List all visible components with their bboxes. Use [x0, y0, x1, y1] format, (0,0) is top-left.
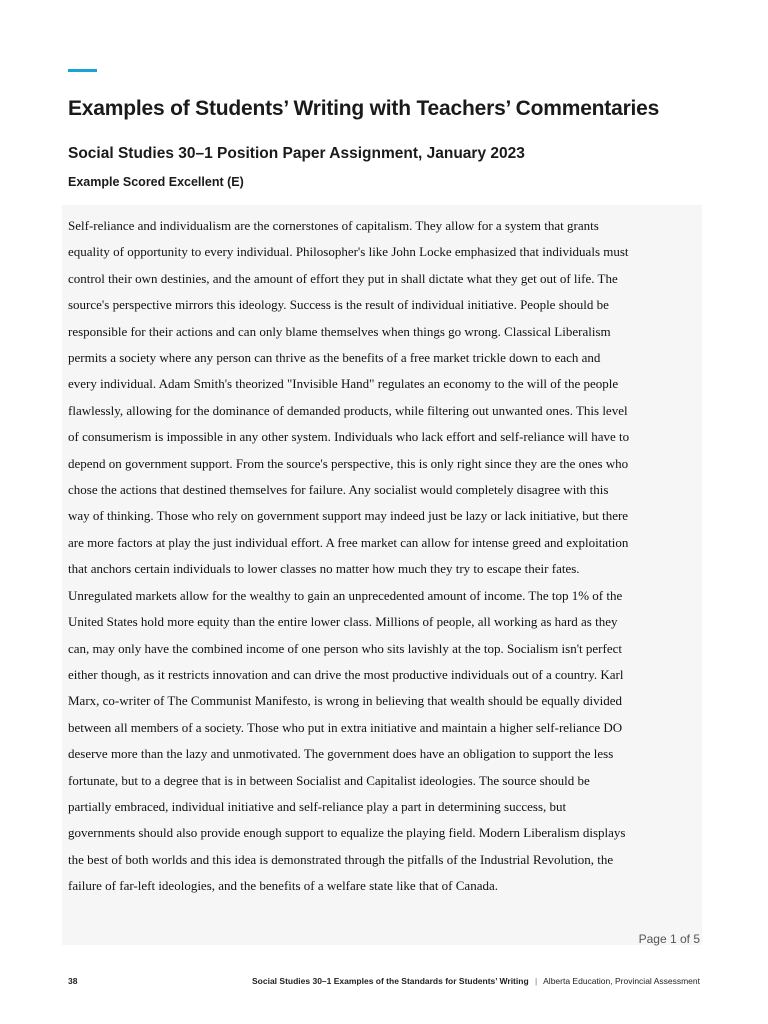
essay-line: the best of both worlds and this idea is demonstrated through the pitfalls of the Industrial Revolution, the: [68, 851, 614, 867]
essay-line: Marx, co-writer of The Communist Manifesto, is wrong in believing that wealth should be equally divided: [68, 693, 622, 709]
essay-line: of consumerism is impossible in any other system. Individuals who lack effort and self-reliance will have to: [68, 429, 630, 445]
essay-line: every individual. Adam Smith's theorized "Invisible Hand" regulates an economy to the will of the people: [68, 376, 619, 392]
essay-line: that anchors certain individuals to lower classes no matter how much they try to escape their fates.: [68, 561, 580, 577]
assignment-subtitle: Social Studies 30–1 Position Paper Assignment, January 2023: [68, 145, 525, 162]
essay-line: governments should also provide enough support to equalize the playing field. Modern Liberalism displays: [68, 825, 626, 841]
essay-line: can, may only have the combined income of one person who sits lavishly at the top. Socialism isn't perfect: [68, 640, 622, 656]
essay-line: Unregulated markets allow for the wealthy to gain an unprecedented amount of income. The top 1% of the: [68, 587, 623, 603]
essay-line: fortunate, but to a degree that is in between Socialist and Capitalist ideologies. The source should be: [68, 772, 590, 788]
essay-line: depend on government support. From the source's perspective, this is only right since they are the ones who: [68, 455, 629, 471]
footer-document-name: Social Studies 30–1 Examples of the Standards for Students’ Writing: [252, 976, 529, 986]
essay-line: permits a society where any person can thrive as the benefits of a free market trickle down to each and: [68, 350, 601, 366]
essay-line: partially embraced, individual initiative and self-reliance play a part in determining success, but: [68, 798, 567, 814]
essay-line: United States hold more equity than the entire lower class. Millions of people, all working as hard as they: [68, 614, 618, 630]
essay-line: flawlessly, allowing for the dominance of demanded products, while filtering out unwanted ones. This level: [68, 402, 628, 418]
score-label: Example Scored Excellent (E): [68, 175, 244, 189]
footer-page-number: 38: [68, 976, 78, 986]
essay-line: between all members of a society. Those who put in extra initiative and maintain a higher self-reliance DO: [68, 719, 623, 735]
essay-line: control their own destinies, and the amount of effort they put in shall dictate what they get out of life. The: [68, 270, 618, 286]
page-indicator: Page 1 of 5: [638, 932, 700, 946]
essay-line: failure of far-left ideologies, and the benefits of a welfare state like that of Canada.: [68, 878, 498, 894]
essay-line: either though, as it restricts innovation and can drive the most productive individuals out of a country. Karl: [68, 666, 624, 682]
essay-line: equality of opportunity to every individual. Philosopher's like John Locke emphasized that individuals must: [68, 244, 629, 260]
footer: [252, 976, 700, 986]
essay-line: deserve more than the lazy and unmotivated. The government does have an obligation to support the less: [68, 746, 614, 762]
essay-line: Self-reliance and individualism are the cornerstones of capitalism. They allow for a system that grants: [68, 218, 599, 233]
footer-publisher: Alberta Education, Provincial Assessment: [543, 976, 700, 986]
accent-bar: [68, 69, 97, 72]
essay-line: responsible for their actions and can only blame themselves when things go wrong. Classical Liberalism: [68, 323, 611, 339]
essay-line: chose the actions that destined themselves for failure. Any socialist would completely disagree with this: [68, 482, 609, 498]
essay-line: way of thinking. Those who rely on government support may indeed just be lazy or lack initiative, but there: [68, 508, 629, 524]
student-essay-scan: [62, 205, 702, 945]
essay-line: source's perspective mirrors this ideology. Success is the result of individual initiative. People should be: [68, 297, 609, 313]
essay-line: are more factors at play the just individual effort. A free market can allow for intense greed and exploitation: [68, 534, 629, 550]
document-title: Examples of Students’ Writing with Teachers’ Commentaries: [68, 97, 660, 120]
footer-separator: |: [535, 976, 538, 986]
